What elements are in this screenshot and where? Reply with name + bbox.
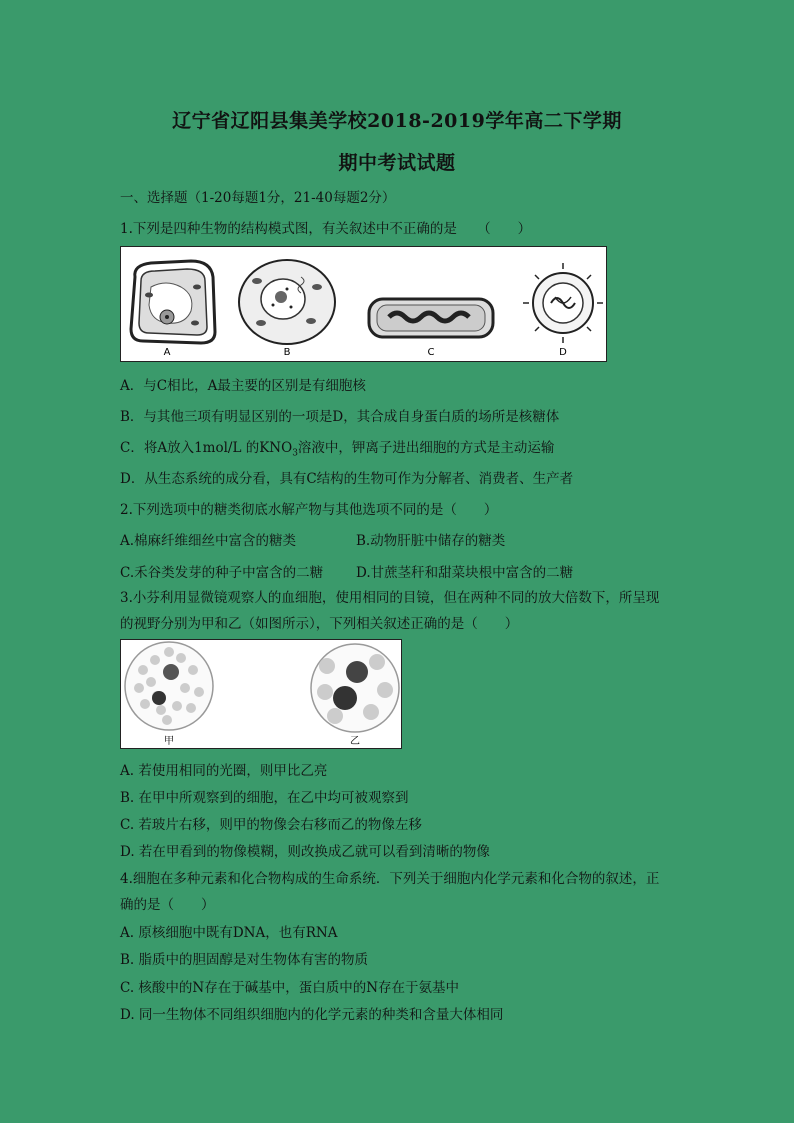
q1-figure xyxy=(120,246,607,362)
q3-option-d: D. 若在甲看到的物像模糊，则改换成乙就可以看到清晰的物像 xyxy=(120,844,490,860)
q3-stem-line2: 的视野分别为甲和乙（如图所示），下列相关叙述正确的是（ ） xyxy=(120,616,519,632)
fig-label-yi: 乙 xyxy=(350,736,360,747)
field-jia xyxy=(125,642,213,730)
q3-stem-line1: 3.小芬利用显微镜观察人的血细胞，使用相同的目镜，但在两种不同的放大倍数下，所呈现 xyxy=(120,590,660,606)
q1-option-d: D．从生态系统的成分看，具有C结构的生物可作为分解者、消费者、生产者 xyxy=(120,471,574,487)
q2-stem: 2.下列选项中的糖类彻底水解产物与其他选项不同的是（ ） xyxy=(120,502,498,518)
q4-option-b: B. 脂质中的胆固醇是对生物体有害的物质 xyxy=(120,952,369,968)
q2-option-a: A.棉麻纤维细丝中富含的糖类 xyxy=(120,533,297,549)
q4-option-c: C. 核酸中的N存在于碱基中，蛋白质中的N存在于氨基中 xyxy=(120,980,460,996)
fig-label-jia: 甲 xyxy=(164,736,174,747)
microscope-fields xyxy=(121,640,401,748)
q4-stem-line2: 确的是（ ） xyxy=(120,897,215,913)
q3-figure xyxy=(120,639,402,749)
q1-option-b: B．与其他三项有明显区别的一项是D，其合成自身蛋白质的场所是核糖体 xyxy=(120,409,560,425)
virus-diagram xyxy=(523,263,603,343)
q1-option-a: A．与C相比，A最主要的区别是有细胞核 xyxy=(120,378,366,394)
fig-label-b: B xyxy=(283,347,291,358)
exam-title-line2: 期中考试试题 xyxy=(338,152,456,174)
animal-cell-diagram xyxy=(239,260,335,344)
q2-option-c: C.禾谷类发芽的种子中富含的二糖 xyxy=(120,565,324,581)
cell-diagrams xyxy=(121,247,606,361)
q2-option-d: D.甘蔗茎秆和甜菜块根中富含的二糖 xyxy=(356,565,574,581)
q4-option-a: A. 原核细胞中既有DNA，也有RNA xyxy=(120,925,338,941)
q4-option-d: D. 同一生物体不同组织细胞内的化学元素的种类和含量大体相同 xyxy=(120,1007,504,1023)
q4-stem-line1: 4.细胞在多种元素和化合物构成的生命系统．下列关于细胞内化学元素和化合物的叙述，正 xyxy=(120,871,660,887)
plant-cell-diagram xyxy=(131,261,215,343)
fig-label-d: D xyxy=(559,347,567,358)
fig-label-c: C xyxy=(427,347,435,358)
exam-title-line1: 辽宁省辽阳县集美学校2018-2019学年高二下学期 xyxy=(172,110,622,132)
q2-option-b: B.动物肝脏中储存的糖类 xyxy=(356,533,506,549)
field-yi xyxy=(311,644,399,732)
bacterium-diagram xyxy=(369,299,493,337)
q3-option-a: A. 若使用相同的光圈，则甲比乙亮 xyxy=(120,763,328,779)
q1-stem: 1.下列是四种生物的结构模式图，有关叙述中不正确的是 （ ） xyxy=(120,221,532,237)
section-heading: 一、选择题（1-20每题1分，21-40每题2分） xyxy=(120,190,396,206)
fig-label-a: A xyxy=(163,347,171,358)
q1-option-c: C．将A放入1mol/L 的$KNO_3$溶液中，钾离子进出细胞的方式是主动运输 xyxy=(120,440,555,459)
q3-option-c: C. 若玻片右移，则甲的物像会右移而乙的物像左移 xyxy=(120,817,422,833)
q3-option-b: B. 在甲中所观察到的细胞，在乙中均可被观察到 xyxy=(120,790,409,806)
